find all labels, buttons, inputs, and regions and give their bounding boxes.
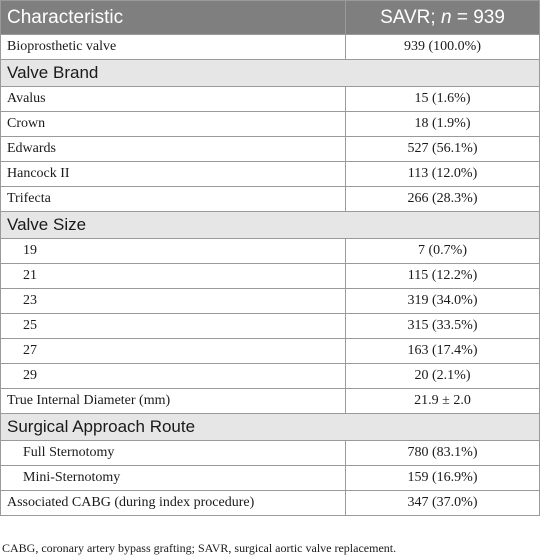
table-row	[1, 162, 540, 187]
row-label: 23	[1, 289, 346, 314]
table-row	[1, 187, 540, 212]
row-value: 113 (12.0%)	[346, 162, 540, 187]
row-label: 27	[1, 339, 346, 364]
row-value: 319 (34.0%)	[346, 289, 540, 314]
header-savr-suffix: = 939	[451, 6, 505, 28]
table-row	[1, 314, 540, 339]
row-value: 115 (12.2%)	[346, 264, 540, 289]
row-label: 19	[1, 239, 346, 264]
section-title: Valve Brand	[1, 60, 540, 87]
row-label: Avalus	[1, 87, 346, 112]
row-value: 315 (33.5%)	[346, 314, 540, 339]
row-value: 20 (2.1%)	[346, 364, 540, 389]
section-title: Valve Size	[1, 212, 540, 239]
table-row	[1, 339, 540, 364]
table-row	[1, 264, 540, 289]
table-row	[1, 239, 540, 264]
header-savr-prefix: SAVR;	[380, 6, 441, 28]
row-label: 29	[1, 364, 346, 389]
header-savr-n: n	[440, 6, 452, 28]
row-label: Trifecta	[1, 187, 346, 212]
row-value: 939 (100.0%)	[346, 35, 540, 60]
row-label: 25	[1, 314, 346, 339]
row-value: 159 (16.9%)	[346, 466, 540, 491]
section-header-valve-size	[1, 212, 540, 239]
table-row	[1, 35, 540, 60]
table-row	[1, 491, 540, 516]
row-label: Associated CABG (during index procedure)	[1, 491, 346, 516]
row-value: 347 (37.0%)	[346, 491, 540, 516]
row-label: Bioprosthetic valve	[1, 35, 346, 60]
header-savr	[346, 1, 540, 35]
section-header-valve-brand	[1, 60, 540, 87]
row-value: 18 (1.9%)	[346, 112, 540, 137]
section-title: Surgical Approach Route	[1, 414, 540, 441]
row-label: Mini-Sternotomy	[1, 466, 346, 491]
row-value: 266 (28.3%)	[346, 187, 540, 212]
table-footnote: CABG, coronary artery bypass grafting; SAVR, surgical aortic valve replacement.	[2, 541, 397, 555]
row-value: 15 (1.6%)	[346, 87, 540, 112]
table-row	[1, 289, 540, 314]
table-row	[1, 389, 540, 414]
row-label: 21	[1, 264, 346, 289]
row-label: Full Sternotomy	[1, 441, 346, 466]
table-row	[1, 112, 540, 137]
row-value: 527 (56.1%)	[346, 137, 540, 162]
table-row	[1, 87, 540, 112]
table-row	[1, 137, 540, 162]
table-row	[1, 441, 540, 466]
row-label: True Internal Diameter (mm)	[1, 389, 346, 414]
header-characteristic: Characteristic	[1, 1, 346, 35]
row-value: 21.9 ± 2.0	[346, 389, 540, 414]
row-label: Hancock II	[1, 162, 346, 187]
row-value: 7 (0.7%)	[346, 239, 540, 264]
section-header-surgical-approach	[1, 414, 540, 441]
table-row	[1, 364, 540, 389]
row-label: Crown	[1, 112, 346, 137]
table-header-row	[1, 1, 540, 35]
row-value: 780 (83.1%)	[346, 441, 540, 466]
row-label: Edwards	[1, 137, 346, 162]
table-row	[1, 466, 540, 491]
row-value: 163 (17.4%)	[346, 339, 540, 364]
